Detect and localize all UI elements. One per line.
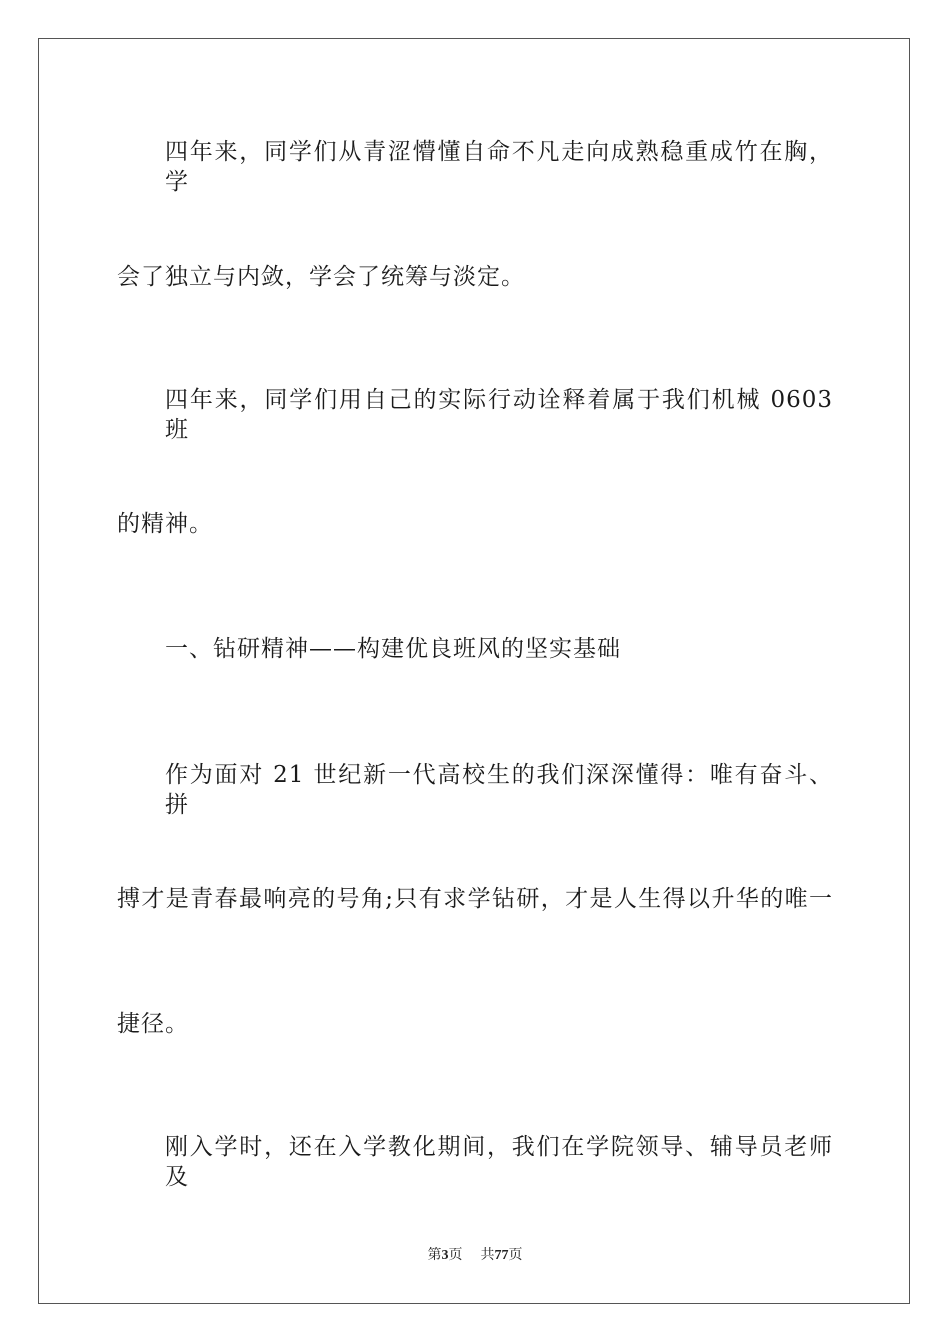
paragraph-line: 四年来，同学们从青涩懵懂自命不凡走向成熟稳重成竹在胸，学	[165, 139, 833, 195]
page-number: 3	[441, 1248, 449, 1263]
paragraph-line: 搏才是青春最响亮的号角;只有求学钻研，才是人生得以升华的唯一	[117, 886, 833, 912]
page-prefix: 第	[427, 1248, 442, 1263]
paragraph-line: 会了独立与内敛，学会了统筹与淡定。	[117, 264, 525, 290]
paragraph-line: 四年来，同学们用自己的实际行动诠释着属于我们机械 0603 班	[165, 387, 833, 443]
total-suffix: 页	[508, 1248, 523, 1263]
total-pages: 77	[494, 1248, 509, 1263]
paragraph-line: 捷径。	[117, 1011, 189, 1037]
paragraph-line: 作为面对 21 世纪新一代高校生的我们深深懂得：唯有奋斗、拼	[165, 762, 833, 818]
page-border	[38, 38, 910, 1304]
paragraph-line: 刚入学时，还在入学教化期间，我们在学院领导、辅导员老师及	[165, 1134, 833, 1190]
total-prefix: 共	[480, 1248, 495, 1263]
page-footer	[0, 1247, 950, 1265]
page-suffix: 页	[448, 1248, 463, 1263]
paragraph-line: 的精神。	[117, 511, 213, 537]
section-heading: 一、钻研精神——构建优良班风的坚实基础	[165, 636, 621, 662]
